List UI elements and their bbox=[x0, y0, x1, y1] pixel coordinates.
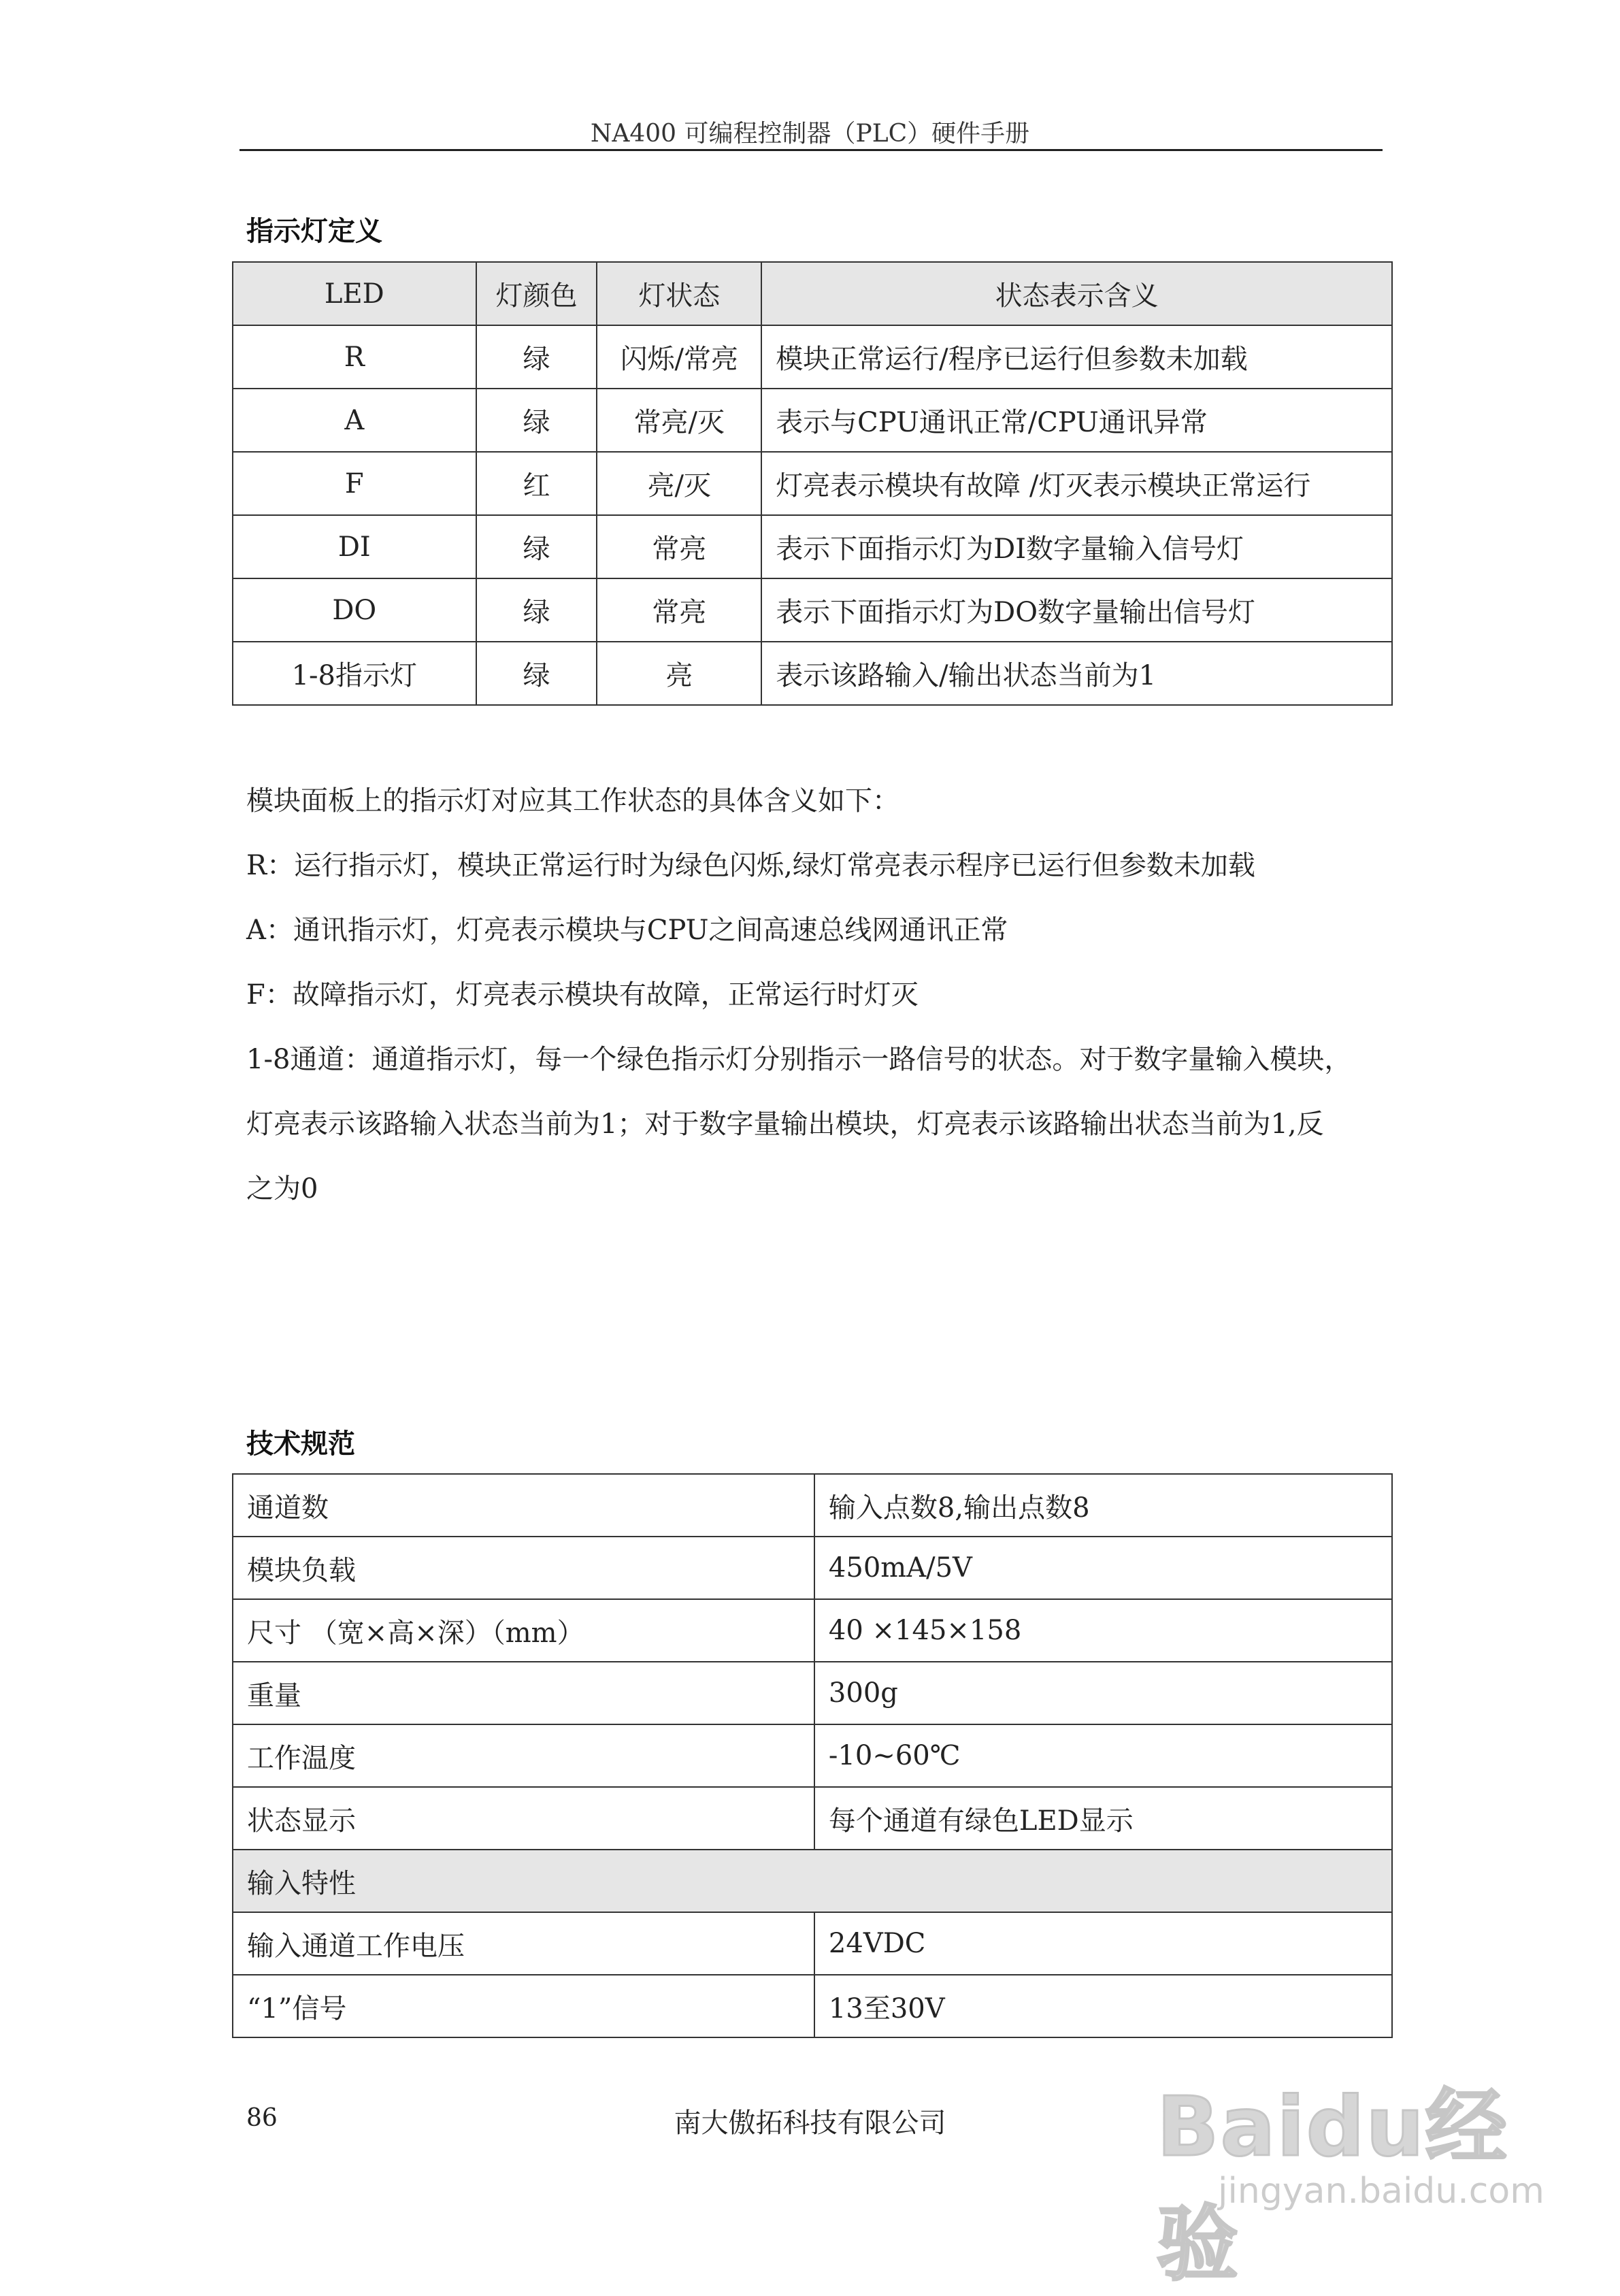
header-rule bbox=[239, 149, 1383, 151]
table-cell: 常亮 bbox=[597, 515, 761, 578]
table-cell: 亮 bbox=[597, 642, 761, 705]
description-line: 灯亮表示该路输入状态当前为1；对于数字量输出模块，灯亮表示该路输出状态当前为1,反 bbox=[246, 1109, 1324, 1140]
spec-value: 每个通道有绿色LED显示 bbox=[814, 1787, 1392, 1850]
table-row bbox=[233, 578, 1392, 642]
spec-value: 450mA/5V bbox=[814, 1537, 1392, 1599]
table-cell: 闪烁/常亮 bbox=[597, 325, 761, 389]
table-cell: R bbox=[233, 325, 476, 389]
led-section-title: 指示灯定义 bbox=[246, 215, 382, 247]
spec-value: 40 ×145×158 bbox=[814, 1599, 1392, 1662]
table-cell: 常亮 bbox=[597, 578, 761, 642]
table-cell: 模块正常运行/程序已运行但参数未加载 bbox=[761, 325, 1392, 389]
watermark-url: jingyan.baidu.com bbox=[1218, 2171, 1544, 2212]
table-cell: 绿 bbox=[476, 578, 597, 642]
table-row bbox=[233, 389, 1392, 452]
table-cell: 灯亮表示模块有故障 /灯灭表示模块正常运行 bbox=[761, 452, 1392, 515]
watermark-logo: Baidu经验 bbox=[1157, 2080, 1508, 2292]
table-header-row bbox=[233, 262, 1392, 325]
footer-company: 南大傲拓科技有限公司 bbox=[674, 2108, 946, 2139]
description-line: A：通讯指示灯，灯亮表示模块与CPU之间高速总线网通讯正常 bbox=[246, 915, 1008, 946]
table-cell: 表示下面指示灯为DI数字量输入信号灯 bbox=[761, 515, 1392, 578]
table-row bbox=[233, 1537, 1392, 1599]
table-row bbox=[233, 515, 1392, 578]
spec-label: 工作温度 bbox=[233, 1724, 814, 1787]
table-cell: DO bbox=[233, 578, 476, 642]
spec-value: -10~60℃ bbox=[814, 1724, 1392, 1787]
table-cell: 表示该路输入/输出状态当前为1 bbox=[761, 642, 1392, 705]
column-header: 状态表示含义 bbox=[761, 262, 1392, 325]
table-row bbox=[233, 1975, 1392, 2037]
spec-value: 300g bbox=[814, 1662, 1392, 1724]
watermark bbox=[1157, 2062, 1565, 2292]
header-title: NA400 可编程控制器（PLC）硬件手册 bbox=[590, 120, 1030, 148]
table-row bbox=[233, 1787, 1392, 1850]
table-cell: A bbox=[233, 389, 476, 452]
table-cell: F bbox=[233, 452, 476, 515]
spec-label: “1”信号 bbox=[233, 1975, 814, 2037]
table-cell: 亮/灭 bbox=[597, 452, 761, 515]
spec-label: 通道数 bbox=[233, 1474, 814, 1537]
table-row bbox=[233, 325, 1392, 389]
spec-value: 13至30V bbox=[814, 1975, 1392, 2037]
table-cell: 表示与CPU通讯正常/CPU通讯异常 bbox=[761, 389, 1392, 452]
table-row bbox=[233, 642, 1392, 705]
description-line: 1-8通道：通道指示灯，每一个绿色指示灯分别指示一路信号的状态。对于数字量输入模块， bbox=[246, 1044, 1352, 1075]
table-cell: 绿 bbox=[476, 642, 597, 705]
spec-label: 模块负载 bbox=[233, 1537, 814, 1599]
table-cell: DI bbox=[233, 515, 476, 578]
table-row bbox=[233, 1662, 1392, 1724]
table-row bbox=[233, 1724, 1392, 1787]
description-line: R：运行指示灯，模块正常运行时为绿色闪烁,绿灯常亮表示程序已运行但参数未加载 bbox=[246, 850, 1255, 881]
table-cell: 红 bbox=[476, 452, 597, 515]
description-line: 模块面板上的指示灯对应其工作状态的具体含义如下： bbox=[246, 785, 899, 817]
description-line: 之为0 bbox=[246, 1173, 318, 1204]
spec-value: 输入点数8,输出点数8 bbox=[814, 1474, 1392, 1537]
table-subheader-row bbox=[233, 1850, 1392, 1912]
table-cell: 绿 bbox=[476, 325, 597, 389]
spec-label: 尺寸 （宽×高×深）（mm） bbox=[233, 1599, 814, 1662]
column-header: 灯颜色 bbox=[476, 262, 597, 325]
spec-section-title: 技术规范 bbox=[246, 1428, 355, 1460]
spec-label: 状态显示 bbox=[233, 1787, 814, 1850]
table-cell: 常亮/灭 bbox=[597, 389, 761, 452]
spec-value: 24VDC bbox=[814, 1912, 1392, 1975]
table-row bbox=[233, 1599, 1392, 1662]
spec-label: 重量 bbox=[233, 1662, 814, 1724]
column-header: 灯状态 bbox=[597, 262, 761, 325]
table-row bbox=[233, 1912, 1392, 1975]
spec-subheader: 输入特性 bbox=[233, 1850, 1392, 1912]
page-number: 86 bbox=[246, 2104, 278, 2132]
table-cell: 表示下面指示灯为DO数字量输出信号灯 bbox=[761, 578, 1392, 642]
spec-label: 输入通道工作电压 bbox=[233, 1912, 814, 1975]
led-description bbox=[246, 769, 1389, 1221]
table-row bbox=[233, 452, 1392, 515]
table-row bbox=[233, 1474, 1392, 1537]
led-definition-table bbox=[232, 261, 1393, 706]
table-cell: 1-8指示灯 bbox=[233, 642, 476, 705]
spec-table bbox=[232, 1473, 1393, 2038]
description-line: F：故障指示灯，灯亮表示模块有故障，正常运行时灯灭 bbox=[246, 979, 919, 1011]
table-cell: 绿 bbox=[476, 389, 597, 452]
column-header: LED bbox=[233, 262, 476, 325]
table-cell: 绿 bbox=[476, 515, 597, 578]
